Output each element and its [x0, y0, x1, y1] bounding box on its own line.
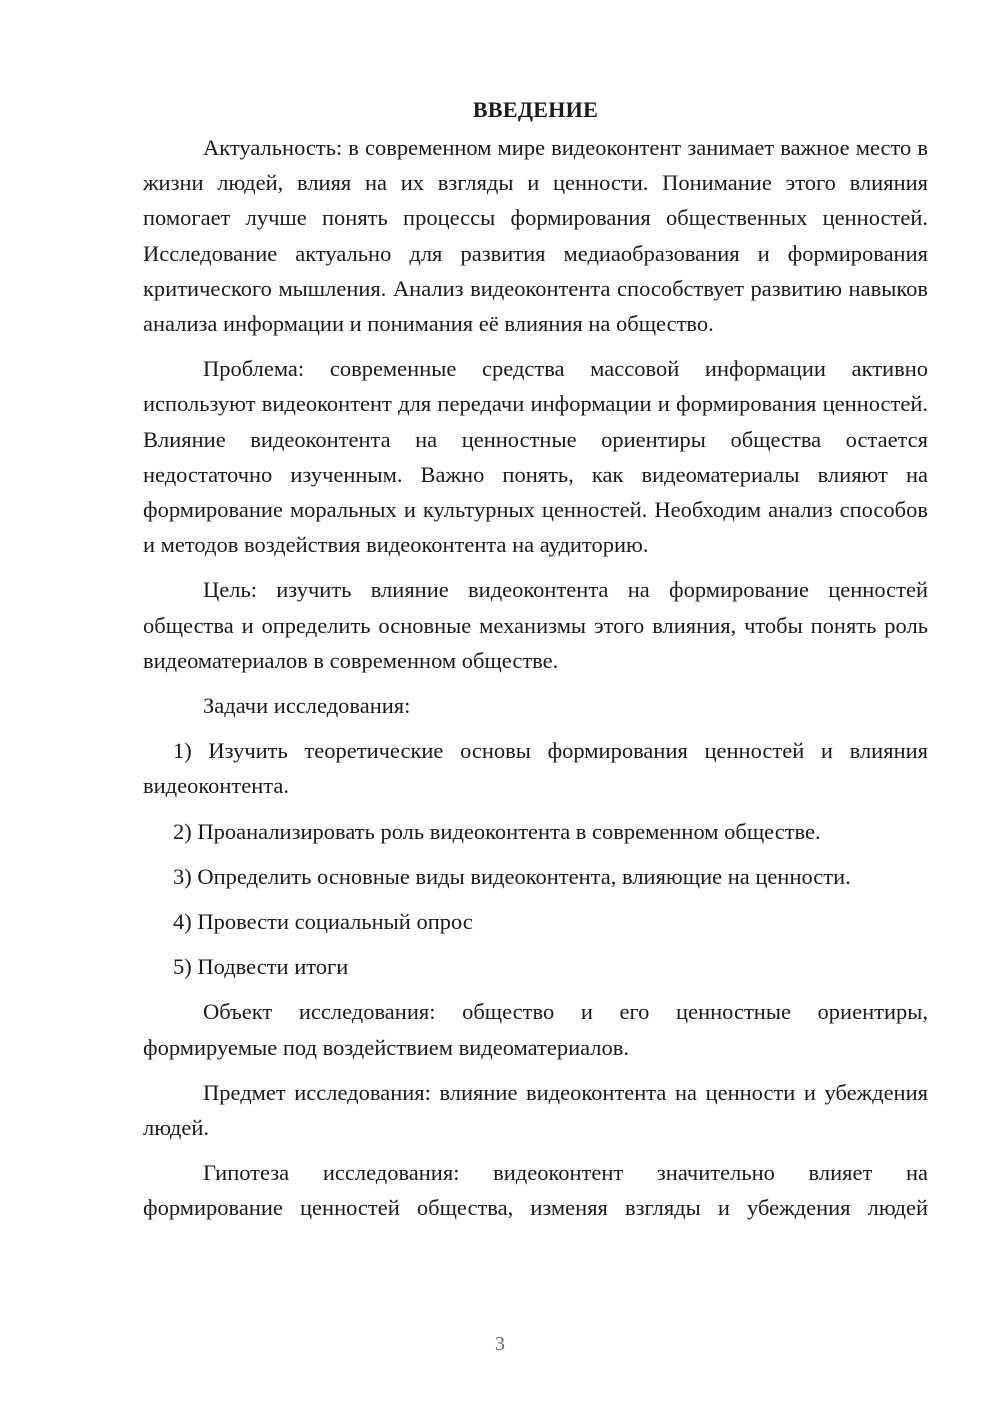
tasks-heading: Задачи исследования: [203, 693, 411, 719]
task-item-2: 2) Проанализировать роль видеоконтента в современном обществе. [173, 818, 821, 844]
paragraph-relevance: Актуальность: в современном мире видеоконтент занимает важное место в жизни людей, влияя на их взгляды и ценности. Понимание этого влияния помогает лучше понять процессы формирования общественных ценностей. Исследование актуально для развития медиаобразования и формирования критического мышления. Анализ видеоконтента способствует развитию навыков анализа информации и понимания её влияния на общество. [143, 135, 928, 337]
paragraph-hypothesis: Гипотеза исследования: видеоконтент значительно влияет на формирование ценностей общества, изменяя взгляды и убеждения людей [143, 1160, 928, 1221]
document-body [143, 92, 928, 1236]
paragraph-subject: Предмет исследования: влияние видеоконтента на ценности и убеждения людей. [143, 1079, 928, 1141]
paragraph-object: Объект исследования: общество и его ценностные ориентиры, формируемые под воздействием видеоматериалов. [143, 999, 928, 1060]
task-item-5: 5) Подвести итоги [173, 954, 349, 980]
page-number: 3 [495, 1333, 505, 1355]
task-item-1: 1) Изучить теоретические основы формирования ценностей и влияния видеоконтента. [143, 738, 928, 799]
paragraph-goal: Цель: изучить влияние видеоконтента на формирование ценностей общества и определить основные механизмы этого влияния, чтобы понять роль видеоматериалов в современном обществе. [143, 577, 928, 673]
task-item-3: 3) Определить основные виды видеоконтента, влияющие на ценности. [173, 863, 851, 889]
task-item-4: 4) Провести социальный опрос [173, 909, 473, 935]
section-title: ВВЕДЕНИЕ [472, 97, 599, 122]
paragraph-problem: Проблема: современные средства массовой информации активно используют видеоконтент для передачи информации и формирования ценностей. Влияние видеоконтента на ценностные ориентиры общества остается недостаточно изученным. Важно понять, как видеоматериалы влияют на формирование моральных и культурных ценностей. Необходим анализ способов и методов воздействия видеоконтента на аудиторию. [143, 356, 928, 558]
